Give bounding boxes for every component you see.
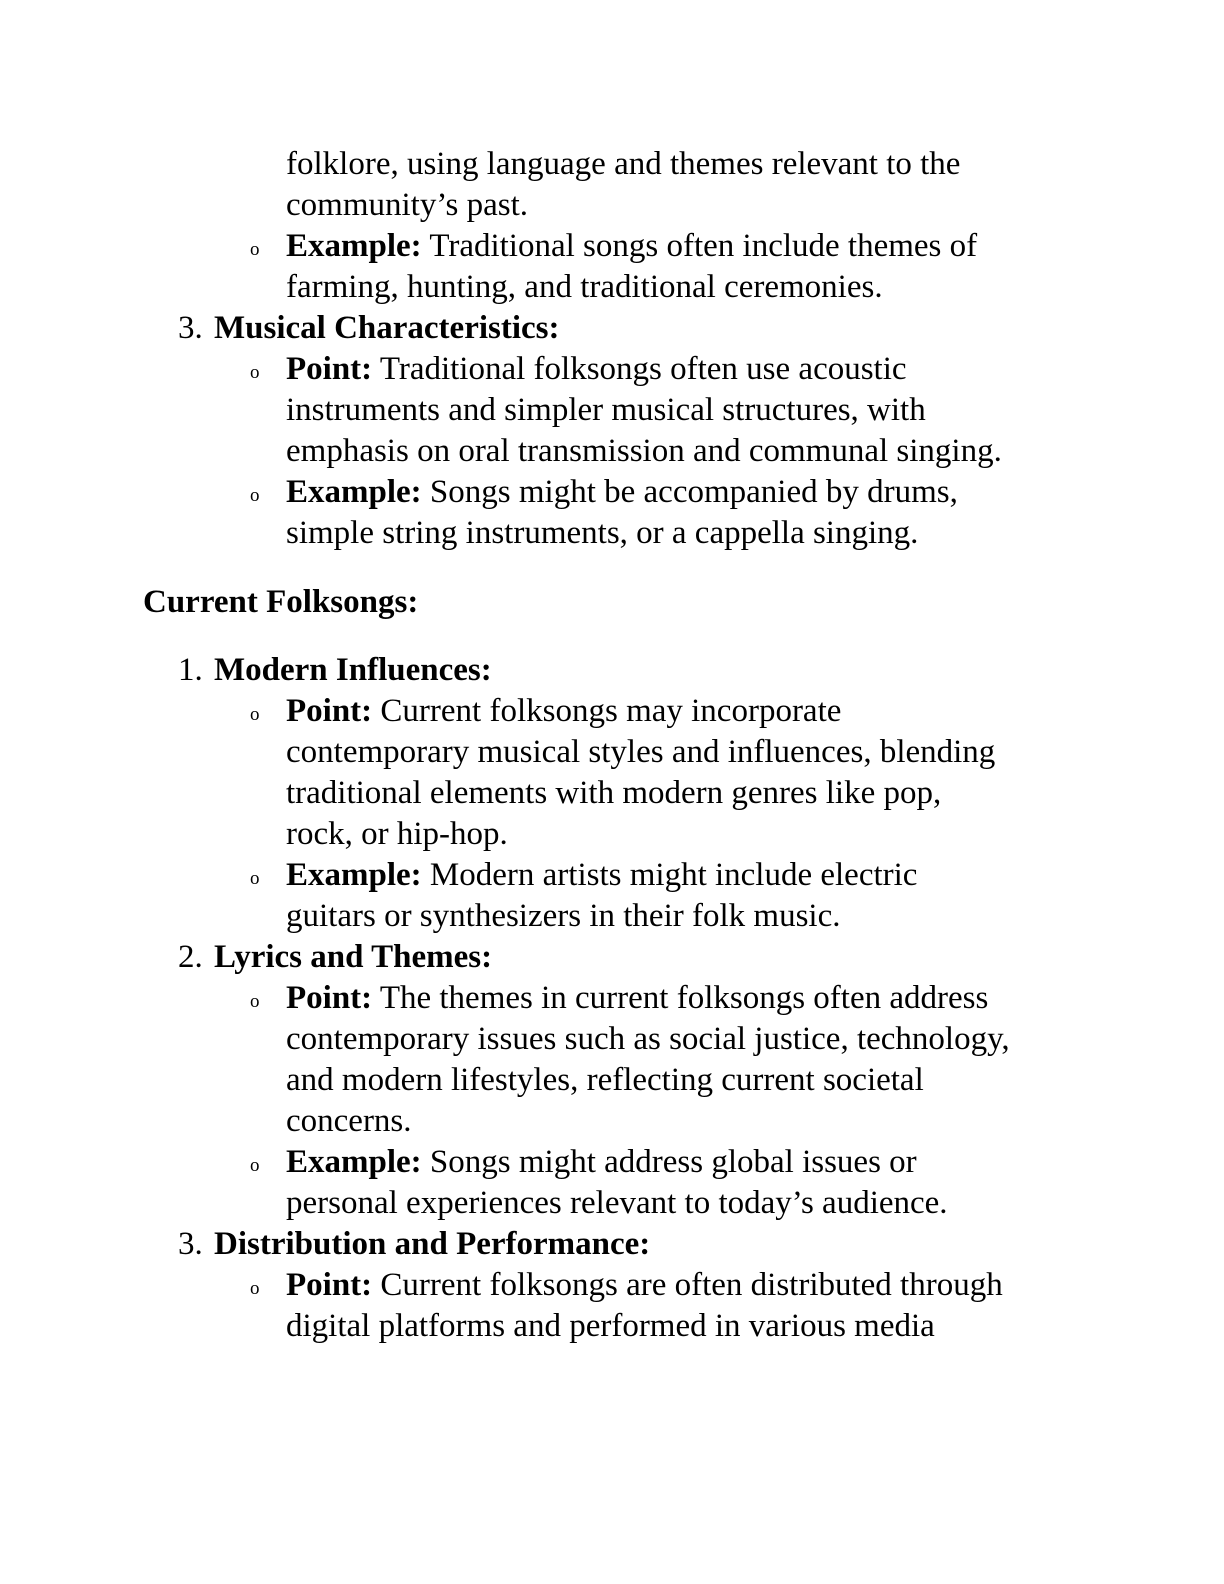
example-line-2: farming, hunting, and traditional ceremonies.	[286, 269, 883, 305]
point-line-2: instruments and simpler musical structures, with	[286, 392, 926, 428]
example-line-2: personal experiences relevant to today’s audience.	[286, 1185, 948, 1221]
example-text: Traditional songs often include themes of	[421, 228, 978, 264]
list-item-title: Modern Influences:	[214, 652, 492, 688]
example-text: Songs might be accompanied by drums,	[421, 474, 958, 510]
point-label: Point:	[286, 351, 373, 387]
point-line-1	[286, 349, 907, 390]
continuation-line-2: community’s past.	[286, 187, 528, 223]
bullet-icon: o	[250, 991, 260, 1012]
example-line-1	[286, 226, 977, 267]
point-label: Point:	[286, 980, 373, 1016]
point-text: Traditional folksongs often use acoustic	[372, 351, 907, 387]
example-line-2: guitars or synthesizers in their folk music.	[286, 898, 841, 934]
bullet-icon: o	[250, 239, 260, 260]
point-line-2: contemporary musical styles and influences, blending	[286, 734, 996, 770]
example-line-1	[286, 472, 958, 513]
bullet-icon: o	[250, 362, 260, 383]
continuation-line-1: folklore, using language and themes relevant to the	[286, 146, 961, 182]
point-line-3: emphasis on oral transmission and communal singing.	[286, 433, 1002, 469]
example-label: Example:	[286, 228, 422, 264]
point-line-1	[286, 978, 988, 1019]
example-text: Songs might address global issues or	[421, 1144, 917, 1180]
list-item-title: Lyrics and Themes:	[214, 939, 493, 975]
bullet-icon: o	[250, 868, 260, 889]
example-line-2: simple string instruments, or a cappella singing.	[286, 515, 919, 551]
example-label: Example:	[286, 474, 422, 510]
section-heading: Current Folksongs:	[143, 584, 419, 620]
bullet-icon: o	[250, 1155, 260, 1176]
point-line-2: contemporary issues such as social justice, technology,	[286, 1021, 1010, 1057]
example-line-1	[286, 855, 917, 896]
example-line-1	[286, 1142, 917, 1183]
point-line-4: rock, or hip-hop.	[286, 816, 508, 852]
list-number: 3.	[178, 1226, 203, 1262]
point-line-3: traditional elements with modern genres like pop,	[286, 775, 942, 811]
bullet-icon: o	[250, 704, 260, 725]
point-text: Current folksongs are often distributed through	[372, 1267, 1003, 1303]
point-label: Point:	[286, 1267, 373, 1303]
point-line-2: digital platforms and performed in various media	[286, 1308, 935, 1344]
list-number: 2.	[178, 939, 203, 975]
point-label: Point:	[286, 693, 373, 729]
point-line-4: concerns.	[286, 1103, 412, 1139]
list-item-title: Musical Characteristics:	[214, 310, 560, 346]
point-text: Current folksongs may incorporate	[372, 693, 842, 729]
list-number: 3.	[178, 310, 203, 346]
example-label: Example:	[286, 857, 422, 893]
bullet-icon: o	[250, 485, 260, 506]
point-line-3: and modern lifestyles, reflecting current societal	[286, 1062, 924, 1098]
point-line-1	[286, 1265, 1003, 1306]
example-text: Modern artists might include electric	[421, 857, 918, 893]
bullet-icon: o	[250, 1278, 260, 1299]
list-item-title: Distribution and Performance:	[214, 1226, 651, 1262]
example-label: Example:	[286, 1144, 422, 1180]
point-line-1	[286, 691, 841, 732]
list-number: 1.	[178, 652, 203, 688]
point-text: The themes in current folksongs often address	[372, 980, 989, 1016]
